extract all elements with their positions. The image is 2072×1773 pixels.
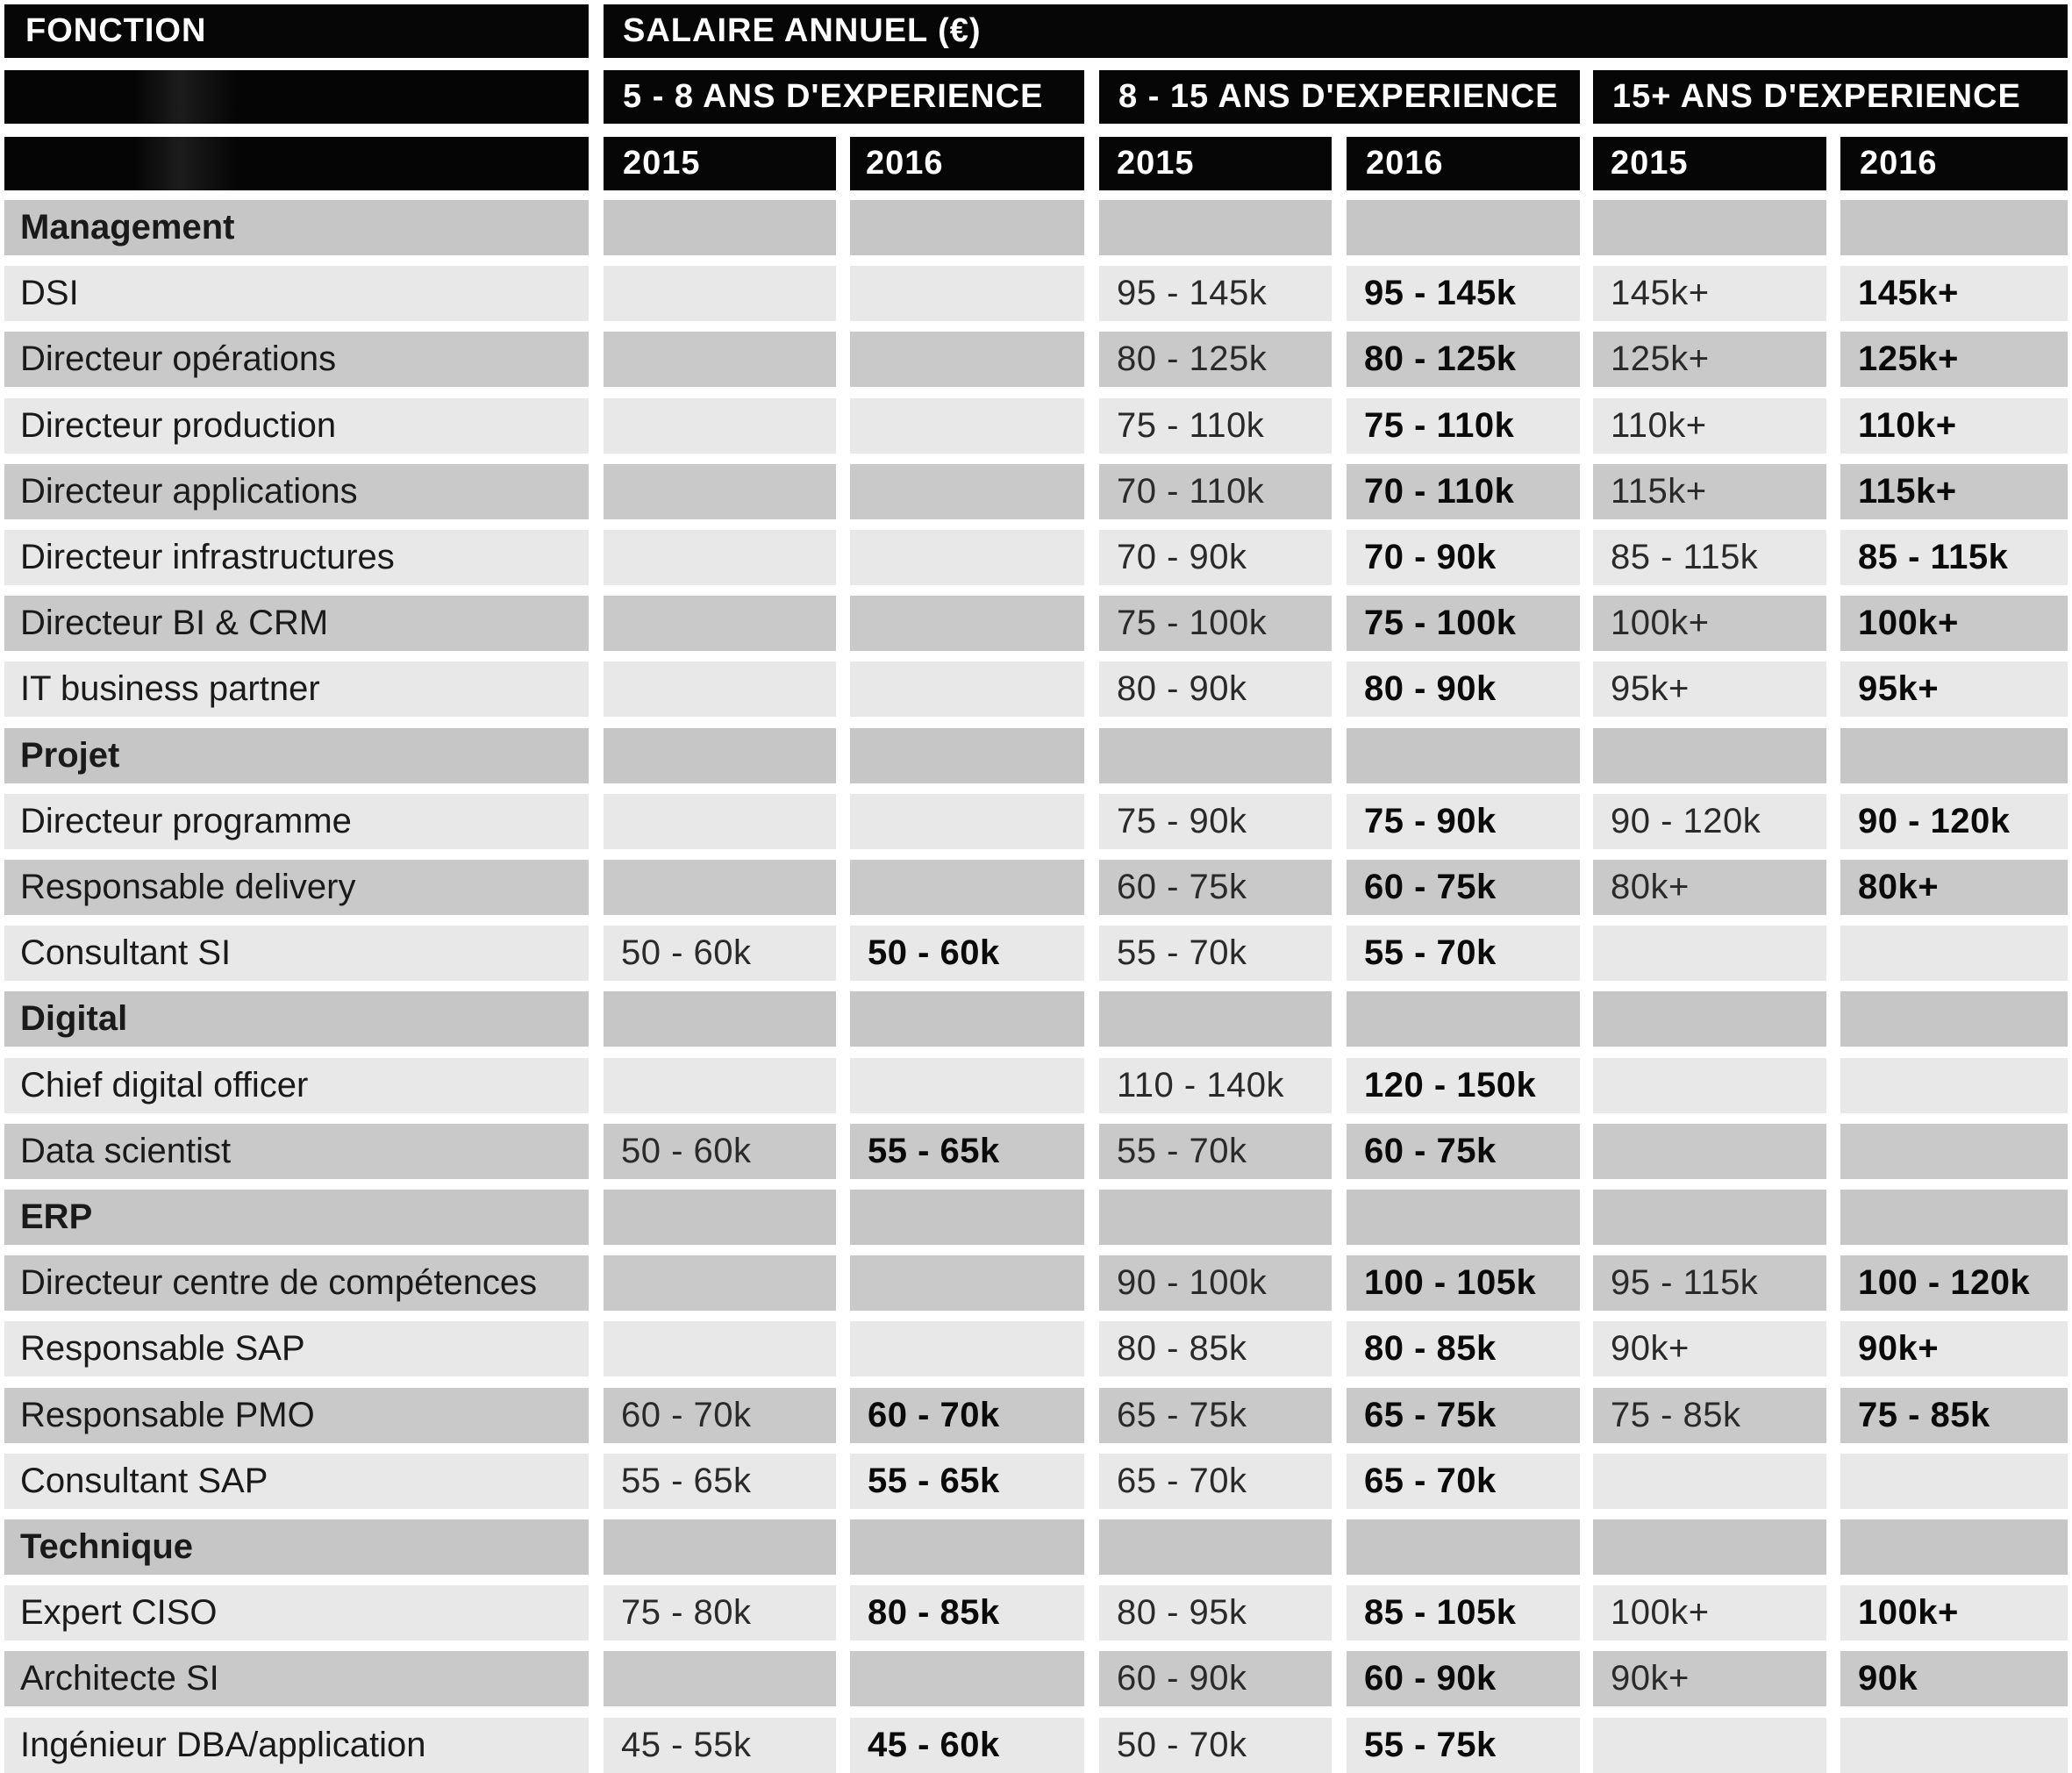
function-label: Directeur opérations [4, 332, 589, 387]
category-empty-cell [1347, 991, 1580, 1047]
category-empty-cell [850, 1519, 1084, 1575]
function-label: Responsable PMO [4, 1388, 589, 1443]
salary-value: 75 - 85k [1593, 1388, 1826, 1443]
salary-value: 145k+ [1840, 266, 2068, 321]
salary-value: 80 - 125k [1099, 332, 1332, 387]
salary-value: 45 - 60k [850, 1718, 1084, 1773]
salary-value [604, 464, 836, 519]
category-empty-cell [604, 200, 836, 255]
category-empty-cell [1347, 200, 1580, 255]
function-label: Directeur BI & CRM [4, 596, 589, 651]
salary-value: 100k+ [1840, 596, 2068, 651]
category-empty-cell [1099, 728, 1332, 783]
header-year-15-plus-2016: 2016 [1840, 137, 2068, 190]
salary-value: 50 - 60k [850, 926, 1084, 981]
category-label: Projet [4, 728, 589, 783]
category-empty-cell [604, 1190, 836, 1245]
salary-value [1593, 1454, 1826, 1509]
salary-value: 50 - 60k [604, 926, 836, 981]
salary-value: 55 - 75k [1347, 1718, 1580, 1773]
function-label: Consultant SAP [4, 1454, 589, 1509]
function-label: Ingénieur DBA/application [4, 1718, 589, 1773]
category-label: ERP [4, 1190, 589, 1245]
salary-value [850, 464, 1084, 519]
header-experience-15-plus: 15+ ANS D'EXPERIENCE [1593, 70, 2068, 124]
salary-value: 100k+ [1593, 1585, 1826, 1641]
category-empty-cell [1840, 728, 2068, 783]
salary-value: 60 - 75k [1347, 1124, 1580, 1179]
category-empty-cell [1840, 1190, 2068, 1245]
category-label: Management [4, 200, 589, 255]
salary-value: 95k+ [1840, 661, 2068, 717]
salary-value: 55 - 65k [604, 1454, 836, 1509]
header-fonction-spacer-2 [4, 137, 589, 190]
salary-value: 75 - 90k [1099, 794, 1332, 849]
header-year-5-8-2015: 2015 [604, 137, 836, 190]
salary-value [850, 1651, 1084, 1706]
salary-value: 85 - 115k [1840, 530, 2068, 585]
header-year-8-15-2015: 2015 [1099, 137, 1332, 190]
salary-value [1840, 1058, 2068, 1113]
function-label: Directeur programme [4, 794, 589, 849]
salary-value [850, 661, 1084, 717]
salary-value: 100 - 105k [1347, 1255, 1580, 1311]
function-label: Expert CISO [4, 1585, 589, 1641]
function-label: Chief digital officer [4, 1058, 589, 1113]
salary-value: 55 - 65k [850, 1124, 1084, 1179]
salary-value: 60 - 70k [850, 1388, 1084, 1443]
salary-value [604, 1255, 836, 1311]
function-label: Consultant SI [4, 926, 589, 981]
salary-value: 90k+ [1593, 1651, 1826, 1706]
salary-value [1840, 1124, 2068, 1179]
header-year-15-plus-2015: 2015 [1593, 137, 1826, 190]
salary-value: 120 - 150k [1347, 1058, 1580, 1113]
category-empty-cell [850, 200, 1084, 255]
function-label: Responsable delivery [4, 860, 589, 915]
salary-value [604, 398, 836, 454]
salary-value: 70 - 110k [1347, 464, 1580, 519]
category-empty-cell [1840, 1519, 2068, 1575]
salary-value: 70 - 110k [1099, 464, 1332, 519]
category-empty-cell [1593, 1519, 1826, 1575]
salary-value: 90 - 120k [1593, 794, 1826, 849]
header-year-8-15-2016: 2016 [1347, 137, 1580, 190]
salary-value [1840, 926, 2068, 981]
category-empty-cell [1099, 200, 1332, 255]
salary-value [604, 1058, 836, 1113]
salary-value: 70 - 90k [1347, 530, 1580, 585]
salary-value: 75 - 90k [1347, 794, 1580, 849]
salary-value: 75 - 110k [1347, 398, 1580, 454]
category-empty-cell [850, 991, 1084, 1047]
salary-value: 80 - 90k [1347, 661, 1580, 717]
salary-value: 75 - 100k [1347, 596, 1580, 651]
salary-value: 125k+ [1593, 332, 1826, 387]
salary-value [1593, 926, 1826, 981]
salary-value: 90 - 120k [1840, 794, 2068, 849]
salary-value [604, 596, 836, 651]
salary-value [1840, 1454, 2068, 1509]
category-empty-cell [1840, 991, 2068, 1047]
salary-value: 85 - 105k [1347, 1585, 1580, 1641]
salary-value [850, 266, 1084, 321]
header-salaire-annuel: SALAIRE ANNUEL (€) [604, 4, 2068, 58]
salary-value [850, 398, 1084, 454]
salary-value: 110 - 140k [1099, 1058, 1332, 1113]
salary-value [1593, 1124, 1826, 1179]
category-empty-cell [1347, 1190, 1580, 1245]
header-year-5-8-2016: 2016 [850, 137, 1084, 190]
salary-value: 125k+ [1840, 332, 2068, 387]
salary-value: 90 - 100k [1099, 1255, 1332, 1311]
salary-value [1593, 1058, 1826, 1113]
salary-value [850, 794, 1084, 849]
category-empty-cell [850, 728, 1084, 783]
salary-value: 55 - 70k [1099, 1124, 1332, 1179]
salary-value [604, 794, 836, 849]
salary-value: 70 - 90k [1099, 530, 1332, 585]
header-experience-5-8: 5 - 8 ANS D'EXPERIENCE [604, 70, 1084, 124]
salary-value: 80 - 85k [1099, 1321, 1332, 1376]
header-fonction-spacer [4, 70, 589, 124]
salary-value: 55 - 65k [850, 1454, 1084, 1509]
category-empty-cell [1099, 1519, 1332, 1575]
salary-value [850, 1058, 1084, 1113]
salary-value: 65 - 70k [1099, 1454, 1332, 1509]
salary-value: 115k+ [1840, 464, 2068, 519]
salary-value: 50 - 60k [604, 1124, 836, 1179]
salary-value: 65 - 75k [1099, 1388, 1332, 1443]
salary-value: 75 - 100k [1099, 596, 1332, 651]
salary-value [850, 860, 1084, 915]
category-empty-cell [1593, 200, 1826, 255]
salary-value [850, 596, 1084, 651]
salary-value: 110k+ [1593, 398, 1826, 454]
category-empty-cell [1840, 200, 2068, 255]
salary-value [850, 1255, 1084, 1311]
category-empty-cell [1099, 1190, 1332, 1245]
salary-value: 110k+ [1840, 398, 2068, 454]
salary-value: 80 - 90k [1099, 661, 1332, 717]
salary-value: 90k+ [1593, 1321, 1826, 1376]
salary-value: 75 - 85k [1840, 1388, 2068, 1443]
salary-value: 115k+ [1593, 464, 1826, 519]
salary-value: 90k [1840, 1651, 2068, 1706]
function-label: Directeur applications [4, 464, 589, 519]
salary-value [604, 860, 836, 915]
salary-value: 100 - 120k [1840, 1255, 2068, 1311]
salary-value: 80 - 85k [850, 1585, 1084, 1641]
category-empty-cell [604, 991, 836, 1047]
salary-value: 85 - 115k [1593, 530, 1826, 585]
category-empty-cell [1347, 728, 1580, 783]
salary-value: 65 - 75k [1347, 1388, 1580, 1443]
salary-value [604, 661, 836, 717]
category-empty-cell [1593, 991, 1826, 1047]
salary-value: 50 - 70k [1099, 1718, 1332, 1773]
salary-value: 100k+ [1593, 596, 1826, 651]
salary-value: 145k+ [1593, 266, 1826, 321]
function-label: Architecte SI [4, 1651, 589, 1706]
category-empty-cell [1593, 728, 1826, 783]
category-empty-cell [850, 1190, 1084, 1245]
salary-value: 60 - 90k [1347, 1651, 1580, 1706]
salary-value: 95 - 145k [1099, 266, 1332, 321]
category-empty-cell [604, 728, 836, 783]
header-fonction: FONCTION [4, 4, 589, 58]
salary-value [604, 530, 836, 585]
salary-value: 90k+ [1840, 1321, 2068, 1376]
category-empty-cell [1593, 1190, 1826, 1245]
salary-value: 95k+ [1593, 661, 1826, 717]
salary-value: 80k+ [1593, 860, 1826, 915]
function-label: Directeur infrastructures [4, 530, 589, 585]
salary-value: 95 - 115k [1593, 1255, 1826, 1311]
salary-value [604, 1651, 836, 1706]
function-label: Directeur production [4, 398, 589, 454]
salary-value: 80 - 85k [1347, 1321, 1580, 1376]
salary-value [604, 266, 836, 321]
salary-value: 55 - 70k [1099, 926, 1332, 981]
header-experience-8-15: 8 - 15 ANS D'EXPERIENCE [1099, 70, 1580, 124]
salary-value: 55 - 70k [1347, 926, 1580, 981]
function-label: Responsable SAP [4, 1321, 589, 1376]
salary-value: 75 - 110k [1099, 398, 1332, 454]
salary-value [1840, 1718, 2068, 1773]
salary-value: 65 - 70k [1347, 1454, 1580, 1509]
salary-value: 100k+ [1840, 1585, 2068, 1641]
salary-value: 80 - 125k [1347, 332, 1580, 387]
function-label: IT business partner [4, 661, 589, 717]
function-label: Data scientist [4, 1124, 589, 1179]
category-empty-cell [604, 1519, 836, 1575]
category-label: Digital [4, 991, 589, 1047]
category-label: Technique [4, 1519, 589, 1575]
salary-value: 80 - 95k [1099, 1585, 1332, 1641]
function-label: DSI [4, 266, 589, 321]
salary-value: 60 - 90k [1099, 1651, 1332, 1706]
salary-value: 60 - 75k [1099, 860, 1332, 915]
salary-value [604, 1321, 836, 1376]
function-label: Directeur centre de compétences [4, 1255, 589, 1311]
salary-value [850, 1321, 1084, 1376]
salary-value: 45 - 55k [604, 1718, 836, 1773]
salary-value: 75 - 80k [604, 1585, 836, 1641]
salary-value [850, 530, 1084, 585]
salary-value: 60 - 70k [604, 1388, 836, 1443]
salary-value [850, 332, 1084, 387]
salary-value: 95 - 145k [1347, 266, 1580, 321]
category-empty-cell [1099, 991, 1332, 1047]
salary-value: 60 - 75k [1347, 860, 1580, 915]
salary-value [1593, 1718, 1826, 1773]
salary-value: 80k+ [1840, 860, 2068, 915]
category-empty-cell [1347, 1519, 1580, 1575]
salary-value [604, 332, 836, 387]
